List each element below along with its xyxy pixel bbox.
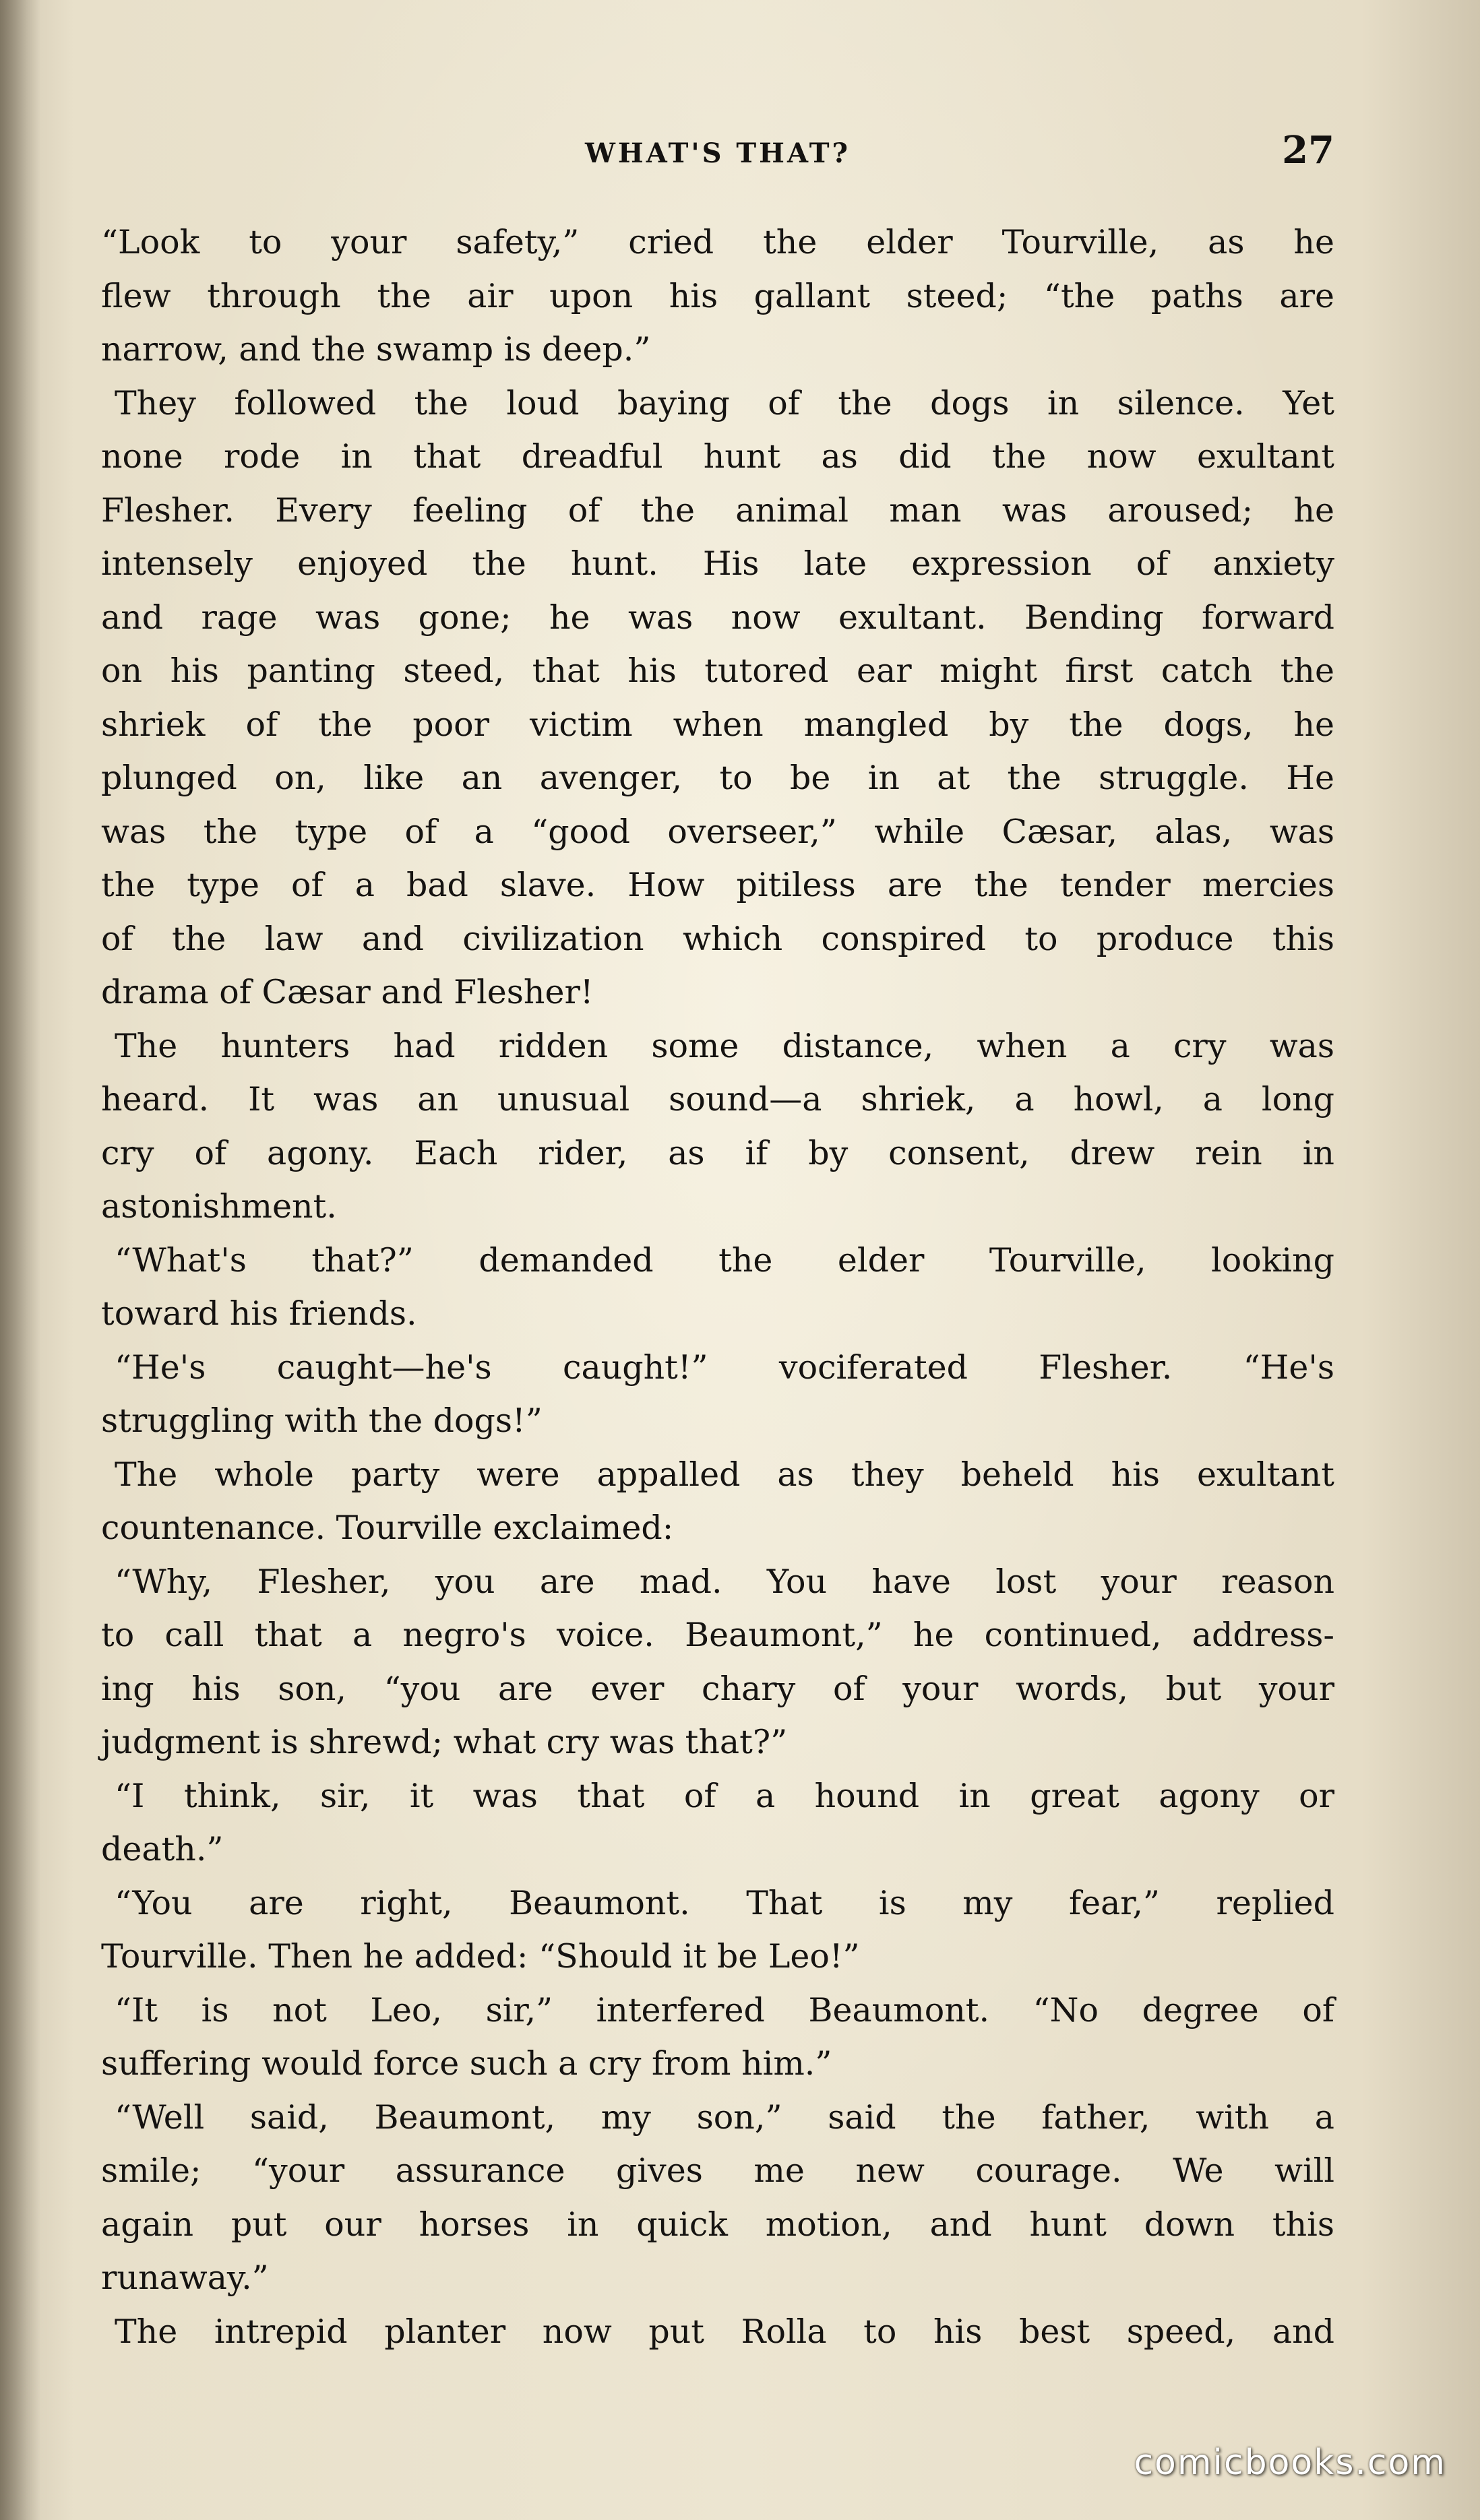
text-line: the type of a bad slave. How pitiless are the tender mercies bbox=[101, 866, 1334, 904]
text-line: The hunters had ridden some distance, when a cry was bbox=[115, 1026, 1334, 1065]
text-line: “Well said, Beaumont, my son,” said the father, with a bbox=[115, 2098, 1334, 2137]
text-line: The intrepid planter now put Rolla to his best speed, and bbox=[115, 2312, 1334, 2351]
text-line: “I think, sir, it was that of a hound in great agony or bbox=[115, 1776, 1334, 1815]
text-line: flew through the air upon his gallant steed; “the paths are bbox=[101, 276, 1334, 315]
text-line: shriek of the poor victim when mangled by the dogs, he bbox=[101, 705, 1334, 744]
page-gutter-shadow bbox=[0, 0, 40, 2520]
text-line: on his panting steed, that his tutored ear might first catch the bbox=[101, 652, 1334, 690]
text-line: ing his son, “you are ever chary of your words, but your bbox=[101, 1669, 1334, 1708]
text-line: again put our horses in quick motion, and hunt down this bbox=[101, 2205, 1334, 2244]
text-line: “Look to your safety,” cried the elder Tourville, as he bbox=[101, 223, 1334, 261]
text-line: judgment is shrewd; what cry was that?” bbox=[101, 1723, 788, 1761]
text-line: The whole party were appalled as they beheld his exultant bbox=[115, 1455, 1334, 1494]
text-line: runaway.” bbox=[101, 2259, 269, 2297]
page-number: 27 bbox=[1282, 128, 1334, 172]
body-text bbox=[101, 216, 1334, 2358]
text-line: none rode in that dreadful hunt as did the now exultant bbox=[101, 437, 1334, 476]
text-line: “He's caught—he's caught!” vociferated Flesher. “He's bbox=[115, 1348, 1334, 1387]
text-line: was the type of a “good overseer,” while Cæsar, alas, was bbox=[101, 812, 1334, 851]
text-line: They followed the loud baying of the dogs in silence. Yet bbox=[115, 383, 1334, 422]
text-line: and rage was gone; he was now exultant. Bending forward bbox=[101, 598, 1334, 637]
watermark: comicbooks.com bbox=[1134, 2443, 1446, 2483]
running-head: WHAT'S THAT? bbox=[585, 137, 851, 169]
text-line: “It is not Leo, sir,” interfered Beaumont. “No degree of bbox=[115, 1990, 1334, 2029]
text-line: struggling with the dogs!” bbox=[101, 1401, 543, 1440]
text-line: smile; “your assurance gives me new courage. We will bbox=[101, 2151, 1334, 2190]
text-line: plunged on, like an avenger, to be in at the struggle. He bbox=[101, 759, 1334, 797]
text-line: narrow, and the swamp is deep.” bbox=[101, 330, 651, 369]
text-line: cry of agony. Each rider, as if by consent, drew rein in bbox=[101, 1133, 1334, 1172]
text-line: heard. It was an unusual sound—a shriek, a howl, a long bbox=[101, 1080, 1334, 1119]
page-header bbox=[101, 128, 1334, 182]
text-line: “What's that?” demanded the elder Tourville, looking bbox=[115, 1240, 1334, 1280]
text-line: suffering would force such a cry from him.” bbox=[101, 2044, 832, 2083]
text-line: drama of Cæsar and Flesher! bbox=[101, 973, 594, 1011]
text-line: “You are right, Beaumont. That is my fear,” replied bbox=[115, 1883, 1334, 1922]
text-line: astonishment. bbox=[101, 1187, 337, 1226]
text-line: Tourville. Then he added: “Should it be Leo!” bbox=[101, 1937, 860, 1976]
text-line: toward his friends. bbox=[101, 1294, 417, 1333]
text-line: intensely enjoyed the hunt. His late expression of anxiety bbox=[101, 544, 1334, 583]
text-line: of the law and civilization which conspired to produce this bbox=[101, 919, 1334, 958]
text-line: countenance. Tourville exclaimed: bbox=[101, 1509, 674, 1547]
text-line: “Why, Flesher, you are mad. You have lost your reason bbox=[115, 1562, 1334, 1601]
text-line: death.” bbox=[101, 1830, 224, 1868]
text-line: to call that a negro's voice. Beaumont,” he continued, address- bbox=[101, 1616, 1334, 1654]
text-line: Flesher. Every feeling of the animal man was aroused; he bbox=[101, 491, 1334, 530]
